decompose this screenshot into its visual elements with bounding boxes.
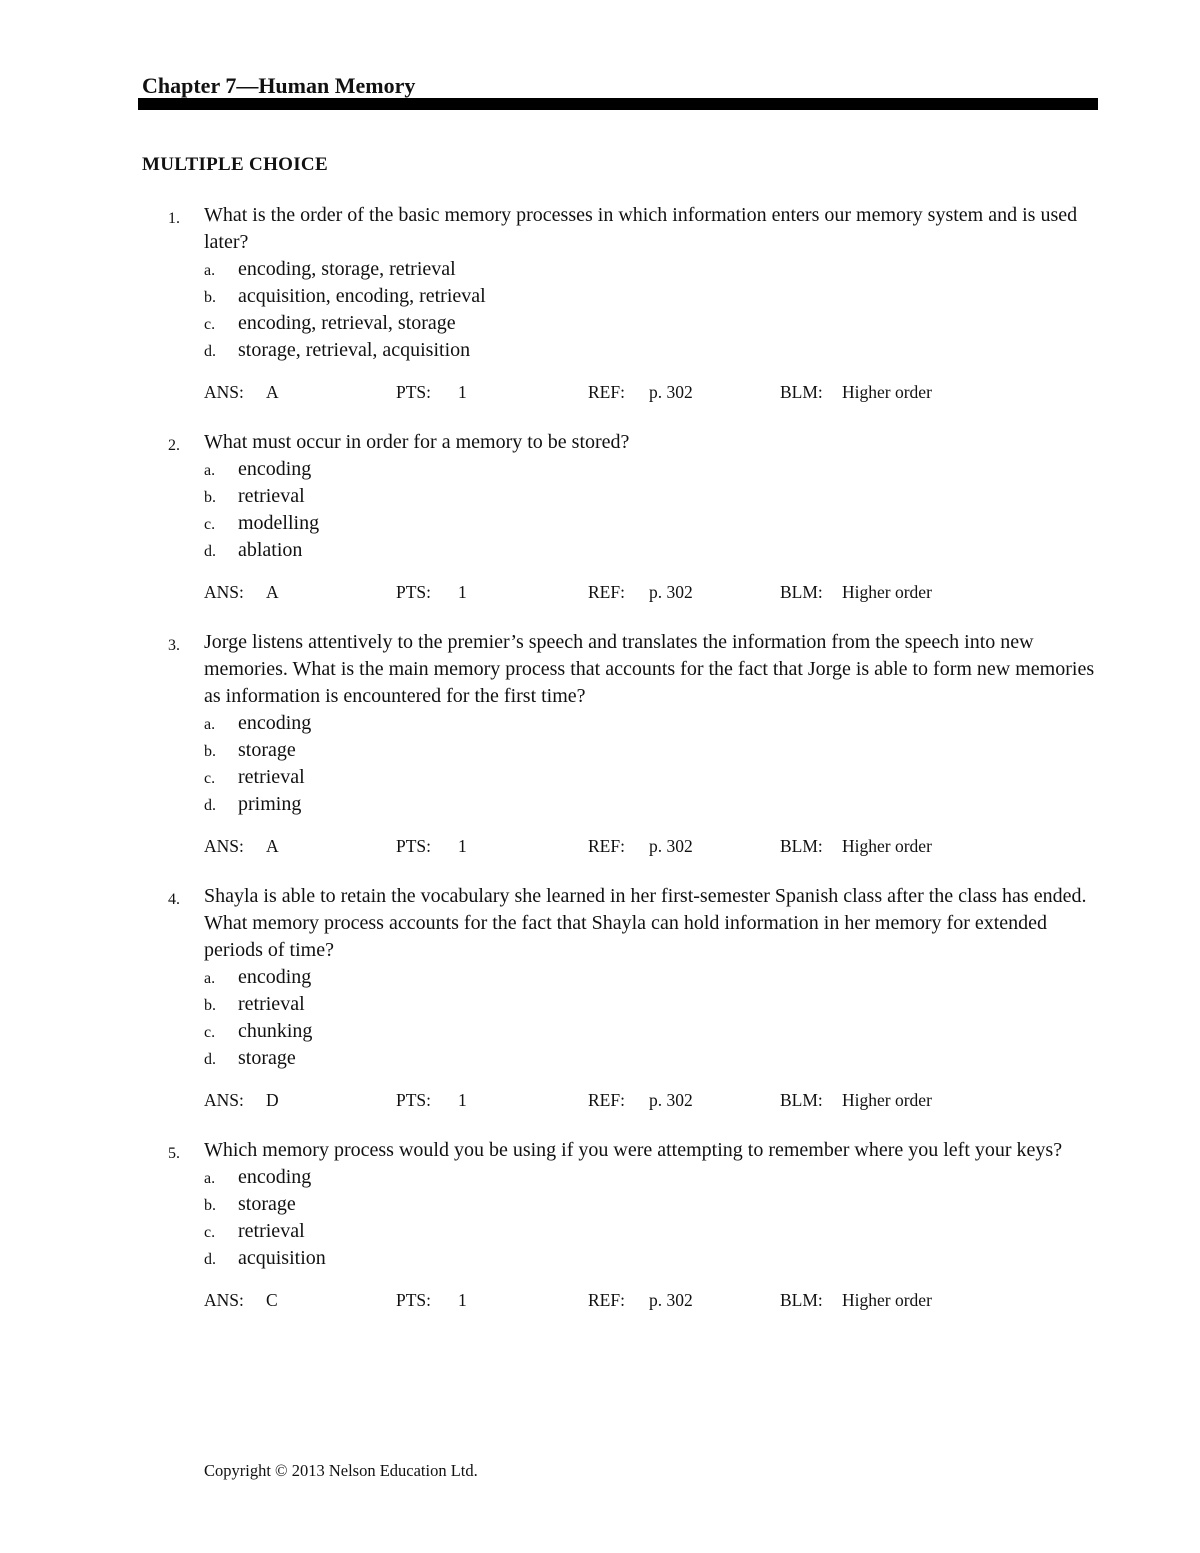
option-d — [204, 337, 1200, 364]
option-b — [204, 737, 1200, 764]
question-2 — [0, 429, 1200, 604]
option-letter: a. — [204, 1170, 216, 1187]
pts-label: PTS: — [396, 1290, 432, 1310]
ans-label: ANS: — [204, 1090, 244, 1110]
copyright-footer: Copyright © 2013 Nelson Education Ltd. — [204, 1461, 478, 1480]
ref-label: REF: — [588, 582, 625, 602]
option-text: encoding, storage, retrieval — [238, 258, 456, 280]
option-text: storage, retrieval, acquisition — [238, 339, 471, 361]
question-number: 2. — [168, 437, 180, 454]
option-text: encoding — [238, 966, 312, 988]
ans-label: ANS: — [204, 836, 244, 856]
question-number: 3. — [168, 637, 180, 654]
option-c — [204, 510, 1200, 537]
option-text: storage — [238, 1193, 296, 1215]
option-text: retrieval — [238, 1220, 305, 1242]
ans-value: C — [266, 1290, 278, 1310]
option-text: storage — [238, 1047, 296, 1069]
ans-value: D — [266, 1090, 279, 1110]
answer-meta — [0, 1288, 1200, 1312]
blm-label: BLM: — [780, 1090, 823, 1110]
blm-value: Higher order — [842, 1090, 932, 1110]
option-list — [204, 710, 1200, 818]
option-text: encoding — [238, 1166, 312, 1188]
option-list — [204, 1164, 1200, 1272]
option-c — [204, 310, 1200, 337]
ans-label: ANS: — [204, 382, 244, 402]
question-number: 5. — [168, 1145, 180, 1162]
chapter-title: Chapter 7—Human Memory — [142, 73, 416, 98]
pts-value: 1 — [458, 1290, 467, 1310]
question-stem: Shayla is able to retain the vocabulary she learned in her first-semester Spanish class after the class has ended. What memory process accounts for the fact that Shayla can hold information in her memory for extended periods of time? — [204, 885, 1087, 961]
blm-value: Higher order — [842, 382, 932, 402]
ref-label: REF: — [588, 1290, 625, 1310]
option-text: retrieval — [238, 485, 305, 507]
option-list — [204, 456, 1200, 564]
option-text: encoding — [238, 712, 312, 734]
blm-value: Higher order — [842, 836, 932, 856]
option-c — [204, 764, 1200, 791]
ref-value: p. 302 — [649, 382, 693, 402]
option-b — [204, 283, 1200, 310]
option-letter: c. — [204, 1224, 216, 1241]
blm-value: Higher order — [842, 1290, 932, 1310]
option-letter: a. — [204, 262, 216, 279]
question-stem: Jorge listens attentively to the premier’s speech and translates the information from the speech into new memories. What is the main memory process that accounts for the fact that Jorge is able to form new memories as information is encountered for the first time? — [204, 631, 1095, 707]
pts-label: PTS: — [396, 382, 432, 402]
question-stem: What is the order of the basic memory processes in which information enters our memory system and is used later? — [204, 204, 1078, 253]
question-1 — [0, 202, 1200, 404]
ans-value: A — [266, 836, 279, 856]
pts-value: 1 — [458, 382, 467, 402]
pts-label: PTS: — [396, 582, 432, 602]
option-d — [204, 1245, 1200, 1272]
option-letter: d. — [204, 1051, 216, 1068]
pts-value: 1 — [458, 582, 467, 602]
option-letter: b. — [204, 997, 216, 1014]
option-letter: b. — [204, 289, 216, 306]
option-b — [204, 991, 1200, 1018]
option-letter: b. — [204, 743, 216, 760]
pts-value: 1 — [458, 836, 467, 856]
option-text: priming — [238, 793, 302, 815]
question-number: 1. — [168, 210, 180, 227]
question-4 — [0, 883, 1200, 1112]
option-a — [204, 456, 1200, 483]
answer-meta — [0, 380, 1200, 404]
pts-label: PTS: — [396, 836, 432, 856]
ref-value: p. 302 — [649, 582, 693, 602]
option-letter: b. — [204, 489, 216, 506]
option-d — [204, 537, 1200, 564]
ans-label: ANS: — [204, 582, 244, 602]
option-letter: b. — [204, 1197, 216, 1214]
blm-label: BLM: — [780, 382, 823, 402]
question-3 — [0, 629, 1200, 858]
answer-meta — [0, 1088, 1200, 1112]
option-a — [204, 1164, 1200, 1191]
option-letter: d. — [204, 797, 216, 814]
ref-label: REF: — [588, 1090, 625, 1110]
ans-label: ANS: — [204, 1290, 244, 1310]
title-rule — [138, 98, 1098, 110]
option-text: acquisition, encoding, retrieval — [238, 285, 486, 307]
option-text: retrieval — [238, 993, 305, 1015]
option-text: encoding — [238, 458, 312, 480]
question-stem: What must occur in order for a memory to be stored? — [204, 431, 630, 453]
option-c — [204, 1018, 1200, 1045]
blm-label: BLM: — [780, 582, 823, 602]
ans-value: A — [266, 382, 279, 402]
ref-label: REF: — [588, 382, 625, 402]
blm-label: BLM: — [780, 836, 823, 856]
option-letter: c. — [204, 316, 216, 333]
question-stem: Which memory process would you be using if you were attempting to remember where you left your keys? — [204, 1139, 1063, 1161]
blm-label: BLM: — [780, 1290, 823, 1310]
answer-meta — [0, 834, 1200, 858]
option-list — [204, 256, 1200, 364]
option-text: modelling — [238, 512, 320, 534]
pts-label: PTS: — [396, 1090, 432, 1110]
option-letter: d. — [204, 543, 216, 560]
blm-value: Higher order — [842, 582, 932, 602]
option-letter: a. — [204, 970, 216, 987]
option-letter: a. — [204, 716, 216, 733]
option-letter: c. — [204, 1024, 216, 1041]
option-text: chunking — [238, 1020, 313, 1042]
option-d — [204, 1045, 1200, 1072]
question-5 — [0, 1137, 1200, 1312]
question-list — [0, 202, 1200, 1337]
option-list — [204, 964, 1200, 1072]
option-c — [204, 1218, 1200, 1245]
ref-value: p. 302 — [649, 1090, 693, 1110]
answer-meta — [0, 580, 1200, 604]
option-letter: d. — [204, 343, 216, 360]
ans-value: A — [266, 582, 279, 602]
option-d — [204, 791, 1200, 818]
option-b — [204, 1191, 1200, 1218]
option-a — [204, 710, 1200, 737]
ref-value: p. 302 — [649, 1290, 693, 1310]
option-text: retrieval — [238, 766, 305, 788]
option-text: storage — [238, 739, 296, 761]
question-number: 4. — [168, 891, 180, 908]
option-b — [204, 483, 1200, 510]
option-a — [204, 256, 1200, 283]
ref-value: p. 302 — [649, 836, 693, 856]
ref-label: REF: — [588, 836, 625, 856]
option-letter: c. — [204, 770, 216, 787]
option-letter: c. — [204, 516, 216, 533]
option-a — [204, 964, 1200, 991]
section-heading: MULTIPLE CHOICE — [142, 154, 328, 175]
option-letter: d. — [204, 1251, 216, 1268]
option-text: ablation — [238, 539, 303, 561]
option-text: acquisition — [238, 1247, 326, 1269]
pts-value: 1 — [458, 1090, 467, 1110]
option-letter: a. — [204, 462, 216, 479]
option-text: encoding, retrieval, storage — [238, 312, 456, 334]
